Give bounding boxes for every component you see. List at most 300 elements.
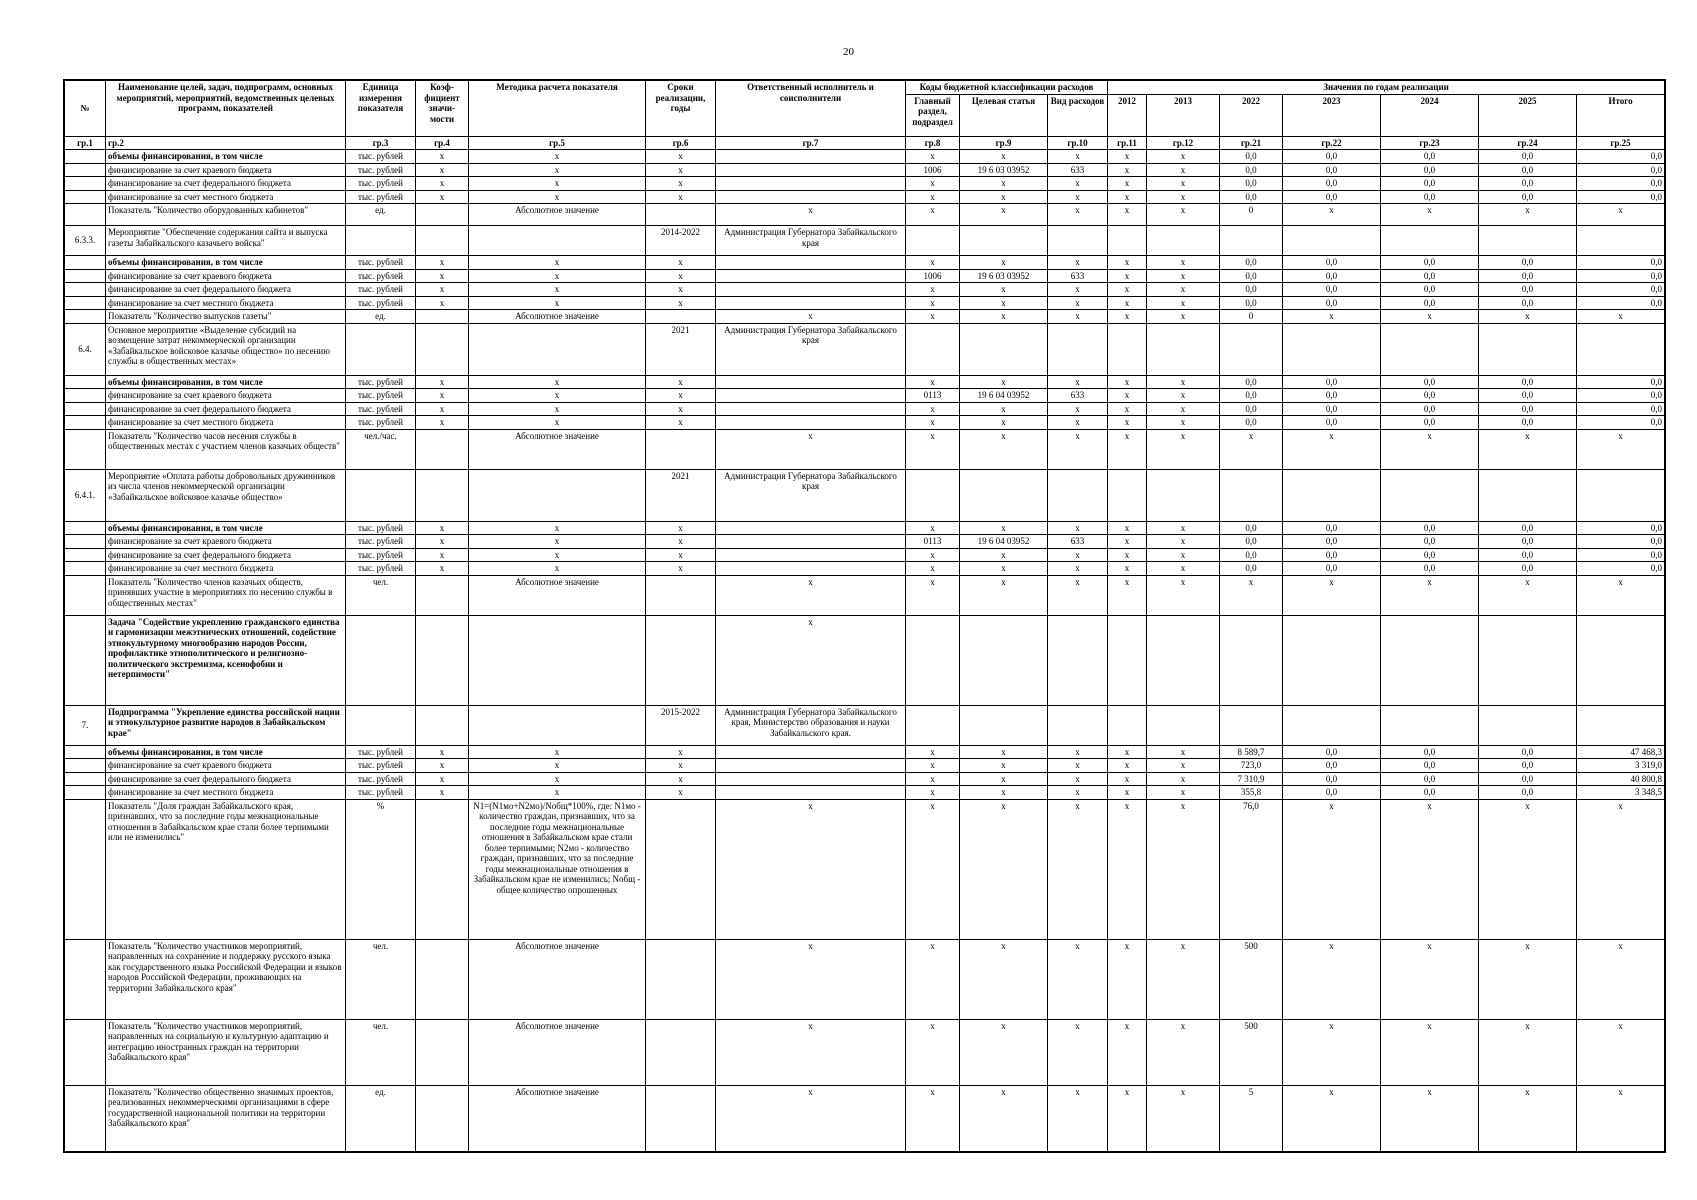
row-cell <box>646 1019 716 1085</box>
row-cell: Абсолютное значение <box>469 204 646 226</box>
row-cell: x <box>960 759 1048 773</box>
row-cell: x <box>416 786 469 800</box>
row-cell <box>1048 615 1108 705</box>
row-cell: Администрация Губернатора Забайкальского края <box>716 469 906 521</box>
header-total: Итого <box>1577 94 1665 136</box>
row-cell: x <box>1283 310 1381 324</box>
row-cell: 0,0 <box>1220 548 1283 562</box>
row-cell: x <box>1147 416 1220 430</box>
row-cell: x <box>906 402 960 416</box>
row-number <box>65 615 106 705</box>
table-row <box>65 1019 1665 1085</box>
row-cell: x <box>960 772 1048 786</box>
row-name: финансирование за счет краевого бюджета <box>106 389 346 403</box>
row-cell <box>716 256 906 270</box>
row-name: Показатель "Доля граждан Забайкальского края, признавших, что за последние годы межнациональные отношения в Забайкальском крае стали более терпимыми или не изменились" <box>106 799 346 939</box>
row-cell: x <box>416 535 469 549</box>
row-cell: x <box>416 177 469 191</box>
row-cell <box>716 416 906 430</box>
row-number <box>65 1019 106 1085</box>
row-cell: x <box>469 375 646 389</box>
row-cell <box>1479 469 1577 521</box>
header-expense-type: Вид расходов <box>1048 94 1108 136</box>
row-name: Показатель "Количество выпусков газеты" <box>106 310 346 324</box>
row-cell: x <box>960 745 1048 759</box>
row-cell: x <box>646 402 716 416</box>
header-gr-razdel: Главный раздел, подраздел <box>906 94 960 136</box>
row-cell: x <box>960 429 1048 469</box>
table-row <box>65 615 1665 705</box>
row-cell: 76,0 <box>1220 799 1283 939</box>
row-cell: тыс. рублей <box>346 177 416 191</box>
row-cell: 0,0 <box>1381 296 1479 310</box>
row-name: финансирование за счет местного бюджета <box>106 786 346 800</box>
row-cell: x <box>1108 402 1147 416</box>
row-cell <box>416 615 469 705</box>
row-cell <box>346 323 416 375</box>
row-cell <box>416 226 469 256</box>
header-budget-codes: Коды бюджетной классификации расходов <box>906 81 1108 95</box>
row-cell: 0,0 <box>1220 256 1283 270</box>
row-cell: x <box>906 772 960 786</box>
row-name: финансирование за счет местного бюджета <box>106 296 346 310</box>
row-cell: x <box>646 535 716 549</box>
row-cell <box>716 772 906 786</box>
row-cell: x <box>906 310 960 324</box>
group-number: гр.8 <box>906 136 960 150</box>
row-cell: x <box>416 389 469 403</box>
row-cell: x <box>646 283 716 297</box>
table-row <box>65 269 1665 283</box>
row-cell: 0,0 <box>1577 256 1665 270</box>
row-name: Подпрограмма "Укрепление единства российской нации и этнокультурное развитие народов в Забайкальском крае" <box>106 705 346 745</box>
row-cell: x <box>416 256 469 270</box>
row-cell: x <box>960 799 1048 939</box>
row-cell: x <box>1381 939 1479 1019</box>
row-cell: % <box>346 799 416 939</box>
row-cell: 0,0 <box>1283 389 1381 403</box>
row-cell: x <box>1283 1085 1381 1151</box>
group-number: гр.3 <box>346 136 416 150</box>
row-cell: 0,0 <box>1283 759 1381 773</box>
row-cell: x <box>1108 535 1147 549</box>
row-cell: x <box>1048 799 1108 939</box>
row-cell: x <box>906 548 960 562</box>
row-cell <box>416 1019 469 1085</box>
row-cell <box>716 296 906 310</box>
row-cell: 0113 <box>906 389 960 403</box>
row-cell: x <box>1381 575 1479 615</box>
row-cell: x <box>1108 786 1147 800</box>
row-cell: x <box>960 256 1048 270</box>
row-cell <box>716 269 906 283</box>
row-cell: x <box>646 269 716 283</box>
row-cell: x <box>906 416 960 430</box>
row-cell: 19 6 03 03952 <box>960 163 1048 177</box>
row-cell <box>1283 705 1381 745</box>
row-name: Показатель "Количество общественно значимых проектов, реализованных некоммерческими организациями в сфере государственной национальной политики на территории Забайкальского края" <box>106 1085 346 1151</box>
row-cell <box>1220 323 1283 375</box>
group-number: гр.9 <box>960 136 1048 150</box>
row-cell <box>716 389 906 403</box>
row-cell: 633 <box>1048 535 1108 549</box>
row-number <box>65 535 106 549</box>
row-cell: 0,0 <box>1577 150 1665 164</box>
table-row <box>65 1085 1665 1151</box>
row-cell: Администрация Губернатора Забайкальского края, Министерство образования и науки Забайкальского края. <box>716 705 906 745</box>
table-row <box>65 745 1665 759</box>
row-cell: x <box>1147 204 1220 226</box>
table-row <box>65 310 1665 324</box>
row-cell: 0,0 <box>1381 256 1479 270</box>
row-cell: x <box>906 745 960 759</box>
row-cell: x <box>716 615 906 705</box>
row-cell: x <box>1048 1019 1108 1085</box>
row-cell: 2021 <box>646 323 716 375</box>
table-row <box>65 163 1665 177</box>
row-cell: тыс. рублей <box>346 786 416 800</box>
header-values-by-year: Значения по годам реализации <box>1108 81 1665 95</box>
row-cell: x <box>1147 1085 1220 1151</box>
group-number: гр.24 <box>1479 136 1577 150</box>
row-cell: x <box>1147 256 1220 270</box>
row-cell: 0,0 <box>1381 562 1479 576</box>
group-number: гр.23 <box>1381 136 1479 150</box>
row-cell: x <box>469 786 646 800</box>
row-cell: x <box>1147 575 1220 615</box>
table-row <box>65 177 1665 191</box>
row-cell <box>716 786 906 800</box>
row-cell: x <box>1108 575 1147 615</box>
row-cell: 0,0 <box>1577 177 1665 191</box>
row-name: Показатель "Количество участников мероприятий, направленных на сохранение и поддержку русского языка как государственного языка Российской Федерации и языков народов Российской Федерации, проживающих на территории Забайкальского края" <box>106 939 346 1019</box>
row-cell: 0,0 <box>1283 416 1381 430</box>
row-cell: 0 <box>1220 310 1283 324</box>
row-cell: x <box>906 759 960 773</box>
row-cell <box>416 429 469 469</box>
row-cell: x <box>1108 190 1147 204</box>
row-cell <box>960 469 1048 521</box>
row-cell: x <box>1048 310 1108 324</box>
row-cell: x <box>906 177 960 191</box>
table-row <box>65 389 1665 403</box>
row-cell <box>716 745 906 759</box>
table-row <box>65 535 1665 549</box>
table-row <box>65 521 1665 535</box>
row-cell: x <box>1048 256 1108 270</box>
row-cell <box>906 469 960 521</box>
row-cell <box>1147 226 1220 256</box>
row-cell <box>416 575 469 615</box>
row-number <box>65 163 106 177</box>
row-name: Мероприятие "Обеспечение содержания сайта и выпуска газеты Забайкальского казачьего войска" <box>106 226 346 256</box>
row-cell: 0,0 <box>1283 535 1381 549</box>
row-cell <box>1381 469 1479 521</box>
row-cell: x <box>1048 745 1108 759</box>
row-name: финансирование за счет местного бюджета <box>106 562 346 576</box>
row-cell: 0,0 <box>1381 786 1479 800</box>
row-cell: x <box>416 772 469 786</box>
row-cell <box>416 799 469 939</box>
table-header <box>65 81 1665 137</box>
row-cell: x <box>906 1085 960 1151</box>
row-cell: x <box>1108 759 1147 773</box>
row-cell: x <box>1381 1085 1479 1151</box>
row-cell: 0,0 <box>1381 389 1479 403</box>
row-cell: 0,0 <box>1479 535 1577 549</box>
table-row <box>65 786 1665 800</box>
row-cell: 0,0 <box>1220 190 1283 204</box>
row-cell <box>716 150 906 164</box>
table-row <box>65 939 1665 1019</box>
row-cell <box>416 1085 469 1151</box>
row-cell: x <box>646 548 716 562</box>
row-cell: 0,0 <box>1577 163 1665 177</box>
row-cell: x <box>1147 310 1220 324</box>
header-no: № <box>65 81 106 137</box>
row-cell: x <box>646 256 716 270</box>
group-number: гр.22 <box>1283 136 1381 150</box>
row-cell <box>906 226 960 256</box>
row-number <box>65 269 106 283</box>
row-number <box>65 296 106 310</box>
group-number: гр.6 <box>646 136 716 150</box>
row-cell: x <box>1048 150 1108 164</box>
row-name: объемы финансирования, в том числе <box>106 256 346 270</box>
row-cell <box>346 705 416 745</box>
row-cell: x <box>716 310 906 324</box>
row-cell: x <box>1479 1085 1577 1151</box>
row-cell <box>1479 705 1577 745</box>
row-cell: тыс. рублей <box>346 296 416 310</box>
row-cell: x <box>469 177 646 191</box>
row-cell <box>1108 226 1147 256</box>
row-cell: 3 348,5 <box>1577 786 1665 800</box>
table-row <box>65 705 1665 745</box>
row-cell: 0,0 <box>1479 256 1577 270</box>
program-indicators-table <box>64 80 1665 1152</box>
header-coef: Коэф-фициент значи-мости <box>416 81 469 137</box>
row-cell: 0,0 <box>1479 150 1577 164</box>
row-cell: x <box>646 389 716 403</box>
row-cell: 0,0 <box>1220 389 1283 403</box>
row-cell: 0,0 <box>1283 296 1381 310</box>
header-year: 2025 <box>1479 94 1577 136</box>
row-cell: x <box>960 204 1048 226</box>
row-cell: 0,0 <box>1283 190 1381 204</box>
row-cell: 0,0 <box>1381 375 1479 389</box>
row-cell: x <box>1108 389 1147 403</box>
row-cell <box>906 323 960 375</box>
row-cell: x <box>1479 310 1577 324</box>
row-number <box>65 562 106 576</box>
row-cell: x <box>1108 296 1147 310</box>
row-cell <box>716 521 906 535</box>
row-cell: x <box>646 177 716 191</box>
row-cell: x <box>716 1019 906 1085</box>
row-cell: x <box>1147 939 1220 1019</box>
row-cell <box>646 575 716 615</box>
row-number <box>65 548 106 562</box>
header-name: Наименование целей, задач, подпрограмм, основных мероприятий, мероприятий, ведомственных целевых программ, показателей <box>106 81 346 137</box>
row-number <box>65 575 106 615</box>
row-cell: 0,0 <box>1479 416 1577 430</box>
row-cell <box>469 469 646 521</box>
row-cell: чел. <box>346 939 416 1019</box>
table-body <box>65 136 1665 1151</box>
group-number: гр.2 <box>106 136 346 150</box>
row-cell: 0,0 <box>1577 402 1665 416</box>
row-cell <box>1479 226 1577 256</box>
row-cell: x <box>646 521 716 535</box>
header-target-article: Целевая статья <box>960 94 1048 136</box>
row-number <box>65 150 106 164</box>
row-cell: x <box>646 786 716 800</box>
row-name: Показатель "Количество оборудованных кабинетов" <box>106 204 346 226</box>
header-year: 2023 <box>1283 94 1381 136</box>
row-cell: x <box>1147 150 1220 164</box>
row-cell: x <box>416 283 469 297</box>
row-cell: 2014-2022 <box>646 226 716 256</box>
row-cell <box>416 939 469 1019</box>
row-cell: 0,0 <box>1577 190 1665 204</box>
row-cell: x <box>469 256 646 270</box>
row-cell: тыс. рублей <box>346 402 416 416</box>
row-cell: 0,0 <box>1283 548 1381 562</box>
row-cell: 0,0 <box>1220 402 1283 416</box>
row-cell: x <box>906 375 960 389</box>
row-cell: x <box>1048 759 1108 773</box>
row-cell <box>416 204 469 226</box>
row-cell: 8 589,7 <box>1220 745 1283 759</box>
row-cell: 19 6 03 03952 <box>960 269 1048 283</box>
row-cell <box>416 323 469 375</box>
header-terms: Сроки реализации, годы <box>646 81 716 137</box>
row-cell: 5 <box>1220 1085 1283 1151</box>
row-name: Основное мероприятие «Выделение субсидий на возмещение затрат некоммерческой организации «Забайкальское войсковое казачье общество» по несению службы в общественных местах» <box>106 323 346 375</box>
row-number <box>65 283 106 297</box>
row-cell: тыс. рублей <box>346 521 416 535</box>
table-row <box>65 429 1665 469</box>
row-cell: 0,0 <box>1577 375 1665 389</box>
row-number: 6.3.3. <box>65 226 106 256</box>
row-cell: 0,0 <box>1479 745 1577 759</box>
row-cell: x <box>1048 429 1108 469</box>
table-row <box>65 469 1665 521</box>
row-cell: x <box>1220 575 1283 615</box>
table-row <box>65 402 1665 416</box>
row-number <box>65 1085 106 1151</box>
row-cell: Абсолютное значение <box>469 1085 646 1151</box>
row-cell: 0,0 <box>1381 772 1479 786</box>
row-cell: x <box>906 150 960 164</box>
row-cell: x <box>1108 269 1147 283</box>
row-cell: x <box>1381 799 1479 939</box>
row-cell: x <box>416 269 469 283</box>
row-cell <box>906 615 960 705</box>
row-cell: x <box>1108 416 1147 430</box>
row-cell: 723,0 <box>1220 759 1283 773</box>
row-cell: x <box>1108 939 1147 1019</box>
row-cell: x <box>469 150 646 164</box>
row-cell: x <box>469 190 646 204</box>
row-name: финансирование за счет федерального бюджета <box>106 402 346 416</box>
row-cell <box>1048 469 1108 521</box>
row-cell: Абсолютное значение <box>469 575 646 615</box>
row-cell: x <box>906 575 960 615</box>
row-cell: x <box>1479 575 1577 615</box>
row-cell: x <box>1147 745 1220 759</box>
row-number: 6.4. <box>65 323 106 375</box>
row-cell: 0,0 <box>1220 177 1283 191</box>
row-name: Показатель "Количество участников мероприятий, направленных на социальную и культурную адаптацию и интеграцию иностранных граждан на территории Забайкальского края" <box>106 1019 346 1085</box>
row-cell: 0113 <box>906 535 960 549</box>
row-cell: 2021 <box>646 469 716 521</box>
row-cell: x <box>906 204 960 226</box>
row-cell: 633 <box>1048 269 1108 283</box>
row-number <box>65 521 106 535</box>
row-cell: 0,0 <box>1381 548 1479 562</box>
row-cell <box>1220 226 1283 256</box>
row-cell <box>960 705 1048 745</box>
row-cell: тыс. рублей <box>346 190 416 204</box>
row-cell: x <box>960 190 1048 204</box>
row-cell: x <box>1108 310 1147 324</box>
row-cell <box>1147 469 1220 521</box>
row-cell: 0,0 <box>1479 190 1577 204</box>
row-cell: x <box>1147 429 1220 469</box>
table-row <box>65 323 1665 375</box>
row-cell: x <box>1577 310 1665 324</box>
row-cell <box>1283 323 1381 375</box>
row-cell <box>1147 615 1220 705</box>
group-number: гр.11 <box>1108 136 1147 150</box>
row-cell: x <box>1147 799 1220 939</box>
row-cell <box>716 190 906 204</box>
row-cell: x <box>1283 939 1381 1019</box>
row-cell: x <box>1147 283 1220 297</box>
row-cell: x <box>1283 575 1381 615</box>
row-cell: x <box>1283 429 1381 469</box>
group-number: гр.4 <box>416 136 469 150</box>
row-cell: 0,0 <box>1479 389 1577 403</box>
row-cell: x <box>416 562 469 576</box>
row-cell: 0,0 <box>1381 745 1479 759</box>
row-cell: 0,0 <box>1381 190 1479 204</box>
row-cell: x <box>906 939 960 1019</box>
row-cell: x <box>1048 283 1108 297</box>
row-cell: x <box>469 521 646 535</box>
row-cell: тыс. рублей <box>346 150 416 164</box>
row-cell: x <box>1048 416 1108 430</box>
row-cell: x <box>469 402 646 416</box>
group-number: гр.25 <box>1577 136 1665 150</box>
row-cell: x <box>1381 310 1479 324</box>
row-cell: 355,8 <box>1220 786 1283 800</box>
header-year: 2024 <box>1381 94 1479 136</box>
row-name: объемы финансирования, в том числе <box>106 745 346 759</box>
row-cell: тыс. рублей <box>346 416 416 430</box>
row-cell: x <box>960 402 1048 416</box>
row-cell: x <box>416 190 469 204</box>
row-cell: x <box>1147 375 1220 389</box>
row-cell <box>1108 615 1147 705</box>
row-cell: 0,0 <box>1283 163 1381 177</box>
table-row <box>65 190 1665 204</box>
row-cell: x <box>906 283 960 297</box>
row-number <box>65 429 106 469</box>
row-cell: Администрация Губернатора Забайкальского края <box>716 226 906 256</box>
